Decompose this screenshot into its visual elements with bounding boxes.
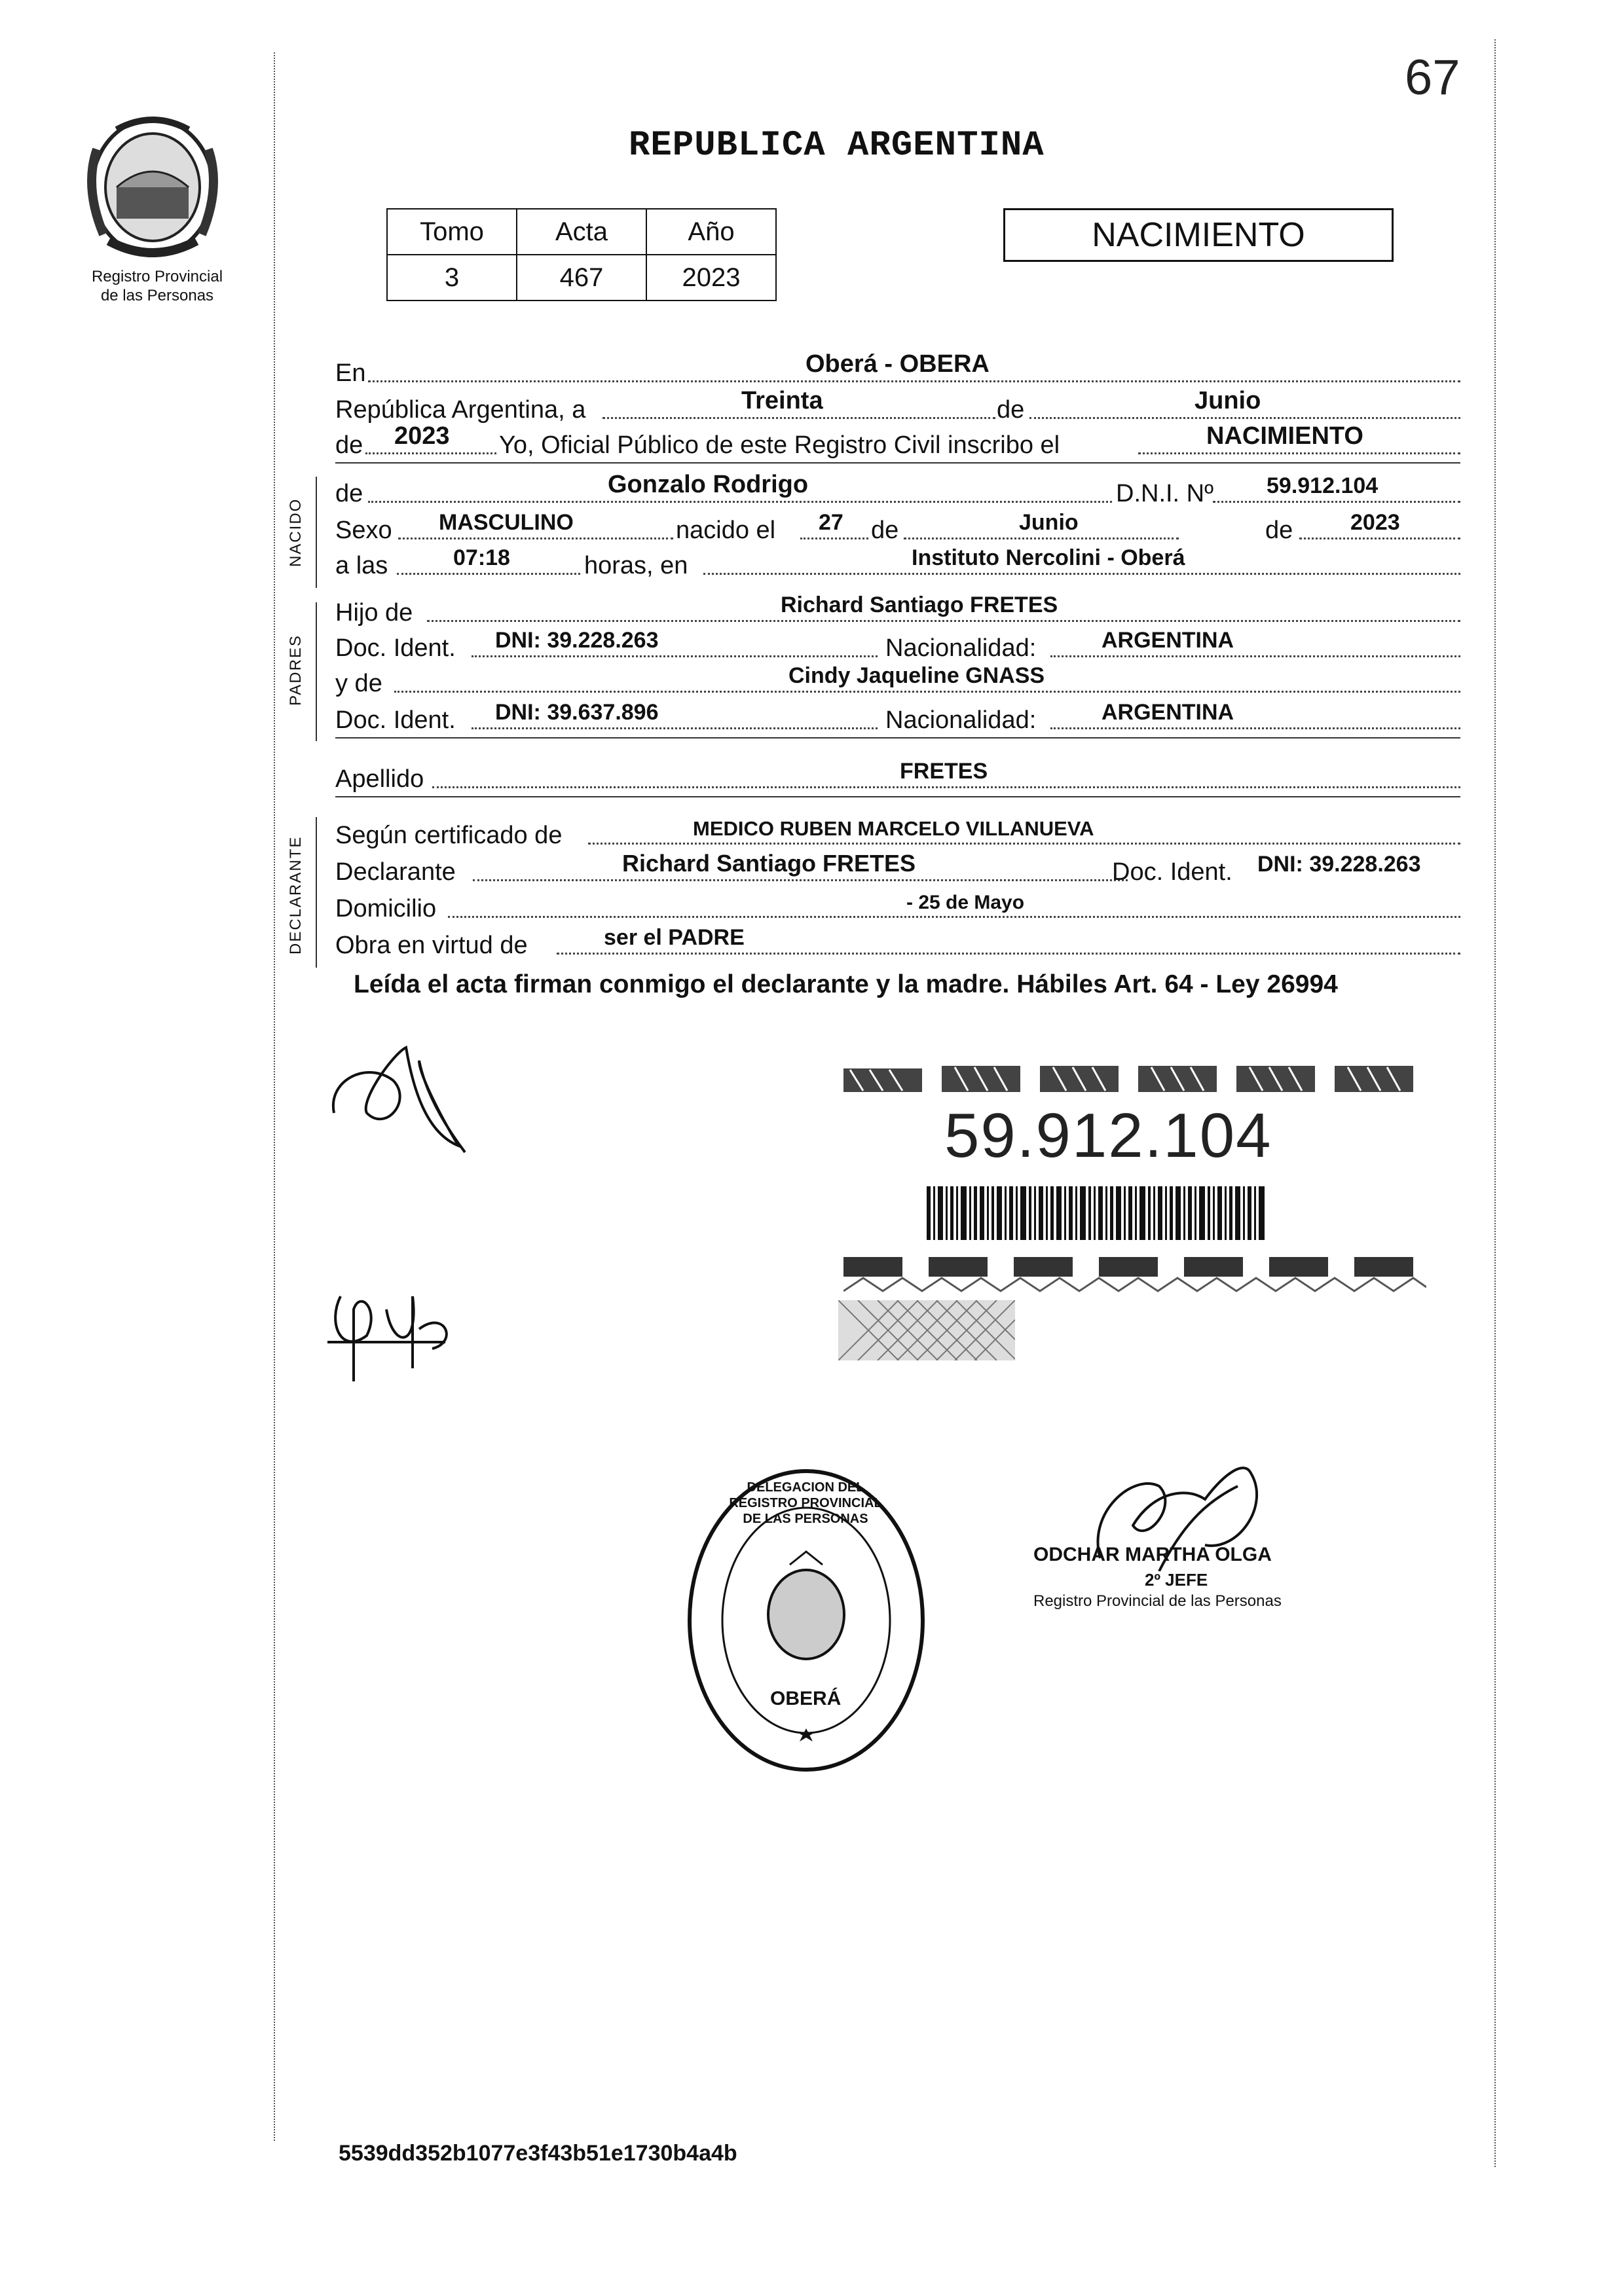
seal-ring-text: DELEGACION DEL REGISTRO PROVINCIAL DE LAS PERSONAS <box>729 1480 882 1526</box>
y-de-label: y de <box>335 670 382 697</box>
day-value: Treinta <box>741 387 823 414</box>
row-father-doc <box>335 626 1460 663</box>
en-label: En <box>335 359 366 387</box>
country-title: REPUBLICA ARGENTINA <box>629 126 1045 166</box>
inscribo-value: NACIMIENTO <box>1206 422 1363 450</box>
mother-doc-label: Doc. Ident. <box>335 706 456 734</box>
domicilio-value: - 25 de Mayo <box>906 892 1025 913</box>
de-name-label: de <box>335 480 363 507</box>
row-date <box>335 388 1460 424</box>
row-year <box>335 423 1460 460</box>
barcode <box>927 1186 1267 1240</box>
security-pattern-top <box>843 1062 1426 1099</box>
nacido-section-label: NACIDO <box>287 498 305 567</box>
year-value: 2023 <box>394 422 450 450</box>
time-value: 07:18 <box>453 545 510 570</box>
page-number: 67 <box>1405 50 1460 105</box>
provincial-crest-icon <box>77 110 228 264</box>
row-mother-doc <box>335 698 1460 735</box>
mother-name-value: Cindy Jaqueline GNASS <box>788 663 1045 688</box>
column-header-ano: Año <box>646 209 776 255</box>
month-value: Junio <box>1194 387 1261 414</box>
birth-place-value: Instituto Nercolini - Oberá <box>912 545 1185 570</box>
row-declarante <box>335 850 1460 886</box>
domicilio-label: Domicilio <box>335 895 437 922</box>
nacido-section-bar <box>316 477 317 588</box>
sexo-label: Sexo <box>335 517 392 544</box>
child-name-value: Gonzalo Rodrigo <box>608 471 809 498</box>
official-title: 2º JEFE <box>1145 1570 1208 1590</box>
record-type-box: NACIMIENTO <box>1003 208 1394 262</box>
obra-label: Obra en virtud de <box>335 932 528 959</box>
inscribo-label: Yo, Oficial Público de este Registro Civil inscribo el <box>499 431 1060 459</box>
declarante-doc-value: DNI: 39.228.263 <box>1257 852 1421 877</box>
birth-month-value: Junio <box>1019 510 1079 535</box>
birth-de-label: de <box>871 517 899 544</box>
declarante-value: Richard Santiago FRETES <box>622 850 916 877</box>
ano-value: 2023 <box>646 255 776 301</box>
seal-city-text: OBERÁ <box>770 1688 842 1709</box>
republica-label: República Argentina, a <box>335 396 586 424</box>
official-name: ODCHAR MARTHA OLGA <box>1033 1544 1272 1565</box>
certificado-value: MEDICO RUBEN MARCELO VILLANUEVA <box>693 817 1094 840</box>
row-apellido <box>335 757 1460 793</box>
father-doc-value: DNI: 39.228.263 <box>495 628 659 653</box>
acta-value: 467 <box>517 255 646 301</box>
apellido-label: Apellido <box>335 765 424 793</box>
de-label-2: de <box>335 431 363 459</box>
declarante-doc-label: Doc. Ident. <box>1112 858 1232 886</box>
father-nationality-label: Nacionalidad: <box>885 634 1037 662</box>
right-margin-line <box>1494 39 1496 2167</box>
record-reference-table <box>386 208 777 301</box>
row-place <box>335 351 1460 388</box>
declarante-label: Declarante <box>335 858 456 886</box>
document-hash: 5539dd352b1077e3f43b51e1730b4a4b <box>339 2141 737 2166</box>
mother-signature <box>314 1270 465 1394</box>
apellido-value: FRETES <box>900 759 988 784</box>
stamped-dni-number: 59.912.104 <box>944 1101 1272 1171</box>
declarant-signature <box>321 1034 472 1159</box>
birth-de-label-2: de <box>1265 517 1293 544</box>
dni-label: D.N.I. Nº <box>1116 480 1213 507</box>
nacido-el-label: nacido el <box>676 517 776 544</box>
sexo-value: MASCULINO <box>439 510 574 535</box>
father-doc-label: Doc. Ident. <box>335 634 456 662</box>
declarante-section-bar <box>316 817 317 968</box>
birth-day-value: 27 <box>819 510 843 535</box>
obra-value: ser el PADRE <box>604 925 745 950</box>
birth-year-value: 2023 <box>1350 510 1400 535</box>
child-dni-value: 59.912.104 <box>1267 473 1379 498</box>
left-margin-line <box>274 52 275 2141</box>
security-pattern-bottom <box>843 1254 1426 1294</box>
row-mother <box>335 661 1460 698</box>
row-certificado <box>335 813 1460 850</box>
padres-section-bar <box>316 602 317 741</box>
registry-name: Registro Provincial de las Personas <box>91 268 223 304</box>
father-name-value: Richard Santiago FRETES <box>781 592 1058 617</box>
tomo-value: 3 <box>387 255 517 301</box>
place-value: Oberá - OBERA <box>806 350 990 378</box>
father-nationality-value: ARGENTINA <box>1102 628 1234 653</box>
row-obra <box>335 923 1460 960</box>
horas-en-label: horas, en <box>584 552 688 579</box>
column-header-tomo: Tomo <box>387 209 517 255</box>
hijo-de-label: Hijo de <box>335 599 413 627</box>
declarante-section-label: DECLARANTE <box>287 835 305 955</box>
mother-doc-value: DNI: 39.637.896 <box>495 700 659 725</box>
row-sex-birth <box>335 508 1460 545</box>
padres-section-label: PADRES <box>287 634 305 706</box>
row-father <box>335 591 1460 627</box>
mother-nationality-value: ARGENTINA <box>1102 700 1234 725</box>
official-office: Registro Provincial de las Personas <box>1033 1592 1282 1610</box>
a-las-label: a las <box>335 552 388 579</box>
row-domicilio <box>335 886 1460 923</box>
mother-nationality-label: Nacionalidad: <box>885 706 1037 734</box>
security-hatch-block <box>838 1300 1015 1360</box>
row-name <box>335 471 1460 508</box>
column-header-acta: Acta <box>517 209 646 255</box>
de-label: de <box>997 396 1025 424</box>
row-time-place <box>335 543 1460 580</box>
certificado-label: Según certificado de <box>335 822 563 849</box>
closing-statement: Leída el acta firman conmigo el declarante y la madre. Hábiles Art. 64 - Ley 26994 <box>354 970 1338 998</box>
